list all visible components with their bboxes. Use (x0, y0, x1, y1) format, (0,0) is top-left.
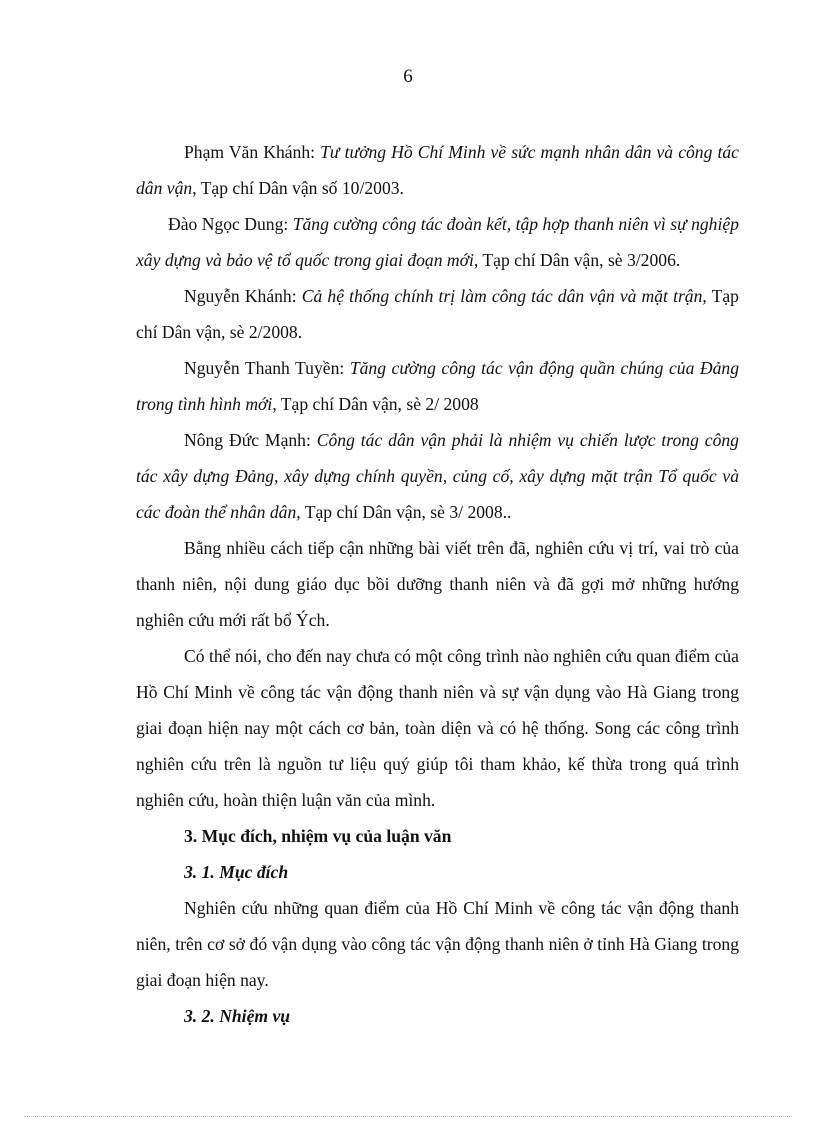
reference-title: Cả hệ thống chính trị làm công tác dân vận và mặt trận (301, 286, 703, 306)
reference-author: Nguyễn Khánh (184, 286, 292, 306)
reference-item: Phạm Văn Khánh: Tư tưởng Hồ Chí Minh về sức mạnh nhân dân và công tác dân vận, Tạp chí Dân vận số 10/2003. (136, 142, 739, 198)
page-bottom-rule (24, 1116, 792, 1117)
subsection-heading: 3. 2. Nhiệm vụ (184, 1006, 291, 1026)
reference-item: Nguyễn Thanh Tuyền: Tăng cường công tác vận động quần chúng của Đảng trong tình hình mới, Tạp chí Dân vận, sè 2/ 2008 (136, 358, 740, 414)
page-body (136, 134, 739, 1034)
reference-author: Nguyễn Thanh Tuyền (184, 358, 340, 378)
reference-item: Nguyễn Khánh: Cả hệ thống chính trị làm công tác dân vận và mặt trận, Tạp chí Dân vận, sè 2/2008. (136, 286, 739, 342)
reference-author: Nông Đức Mạnh (184, 430, 306, 450)
reference-title: Tư tưởng Hồ Chí Minh về sức mạnh nhân dân và công tác dân vận (136, 142, 739, 198)
reference-title: Công tác dân vận phải là nhiệm vụ chiến lược trong công tác xây dựng Đảng, xây dựng chính quyền, củng cố, xây dựng mặt trận Tổ quốc và các đoàn thể nhân dân, (136, 430, 739, 522)
body-paragraph: Bằng nhiều cách tiếp cận những bài viết trên đã, nghiên cứu vị trí, vai trò của thanh niên, nội dung giáo dục bồi dưỡng thanh niên và đã gợi mở những hướng nghiên cứu mới rất bổ Ých. (136, 538, 739, 630)
reference-source: , Tạp chí Dân vận, sè 2/ 2008 (272, 394, 479, 414)
reference-source: , Tạp chí Dân vận, sè 3/2006. (473, 250, 681, 270)
reference-source: Tạp chí Dân vận, sè 3/ 2008.. (300, 502, 512, 522)
reference-title: Tăng cường công tác đoàn kết, tập hợp thanh niên vì sự nghiệp xây dựng và bảo vệ tổ quốc trong giai đoạn mới (136, 214, 739, 270)
reference-author: Đào Ngọc Dung (168, 214, 284, 234)
body-paragraph: Nghiên cứu những quan điểm của Hồ Chí Minh về công tác vận động thanh niên, trên cơ sở đó vận dụng vào công tác vận động thanh niên ở tỉnh Hà Giang trong giai đoạn hiện nay. (136, 898, 739, 990)
reference-author: Phạm Văn Khánh (184, 142, 311, 162)
body-paragraph: Có thể nói, cho đến nay chưa có một công trình nào nghiên cứu quan điểm của Hồ Chí Minh về công tác vận động thanh niên và sự vận dụng vào Hà Giang trong giai đoạn hiện nay một cách cơ bản, toàn diện và có hệ thống. Song các công trình nghiên cứu trên là nguồn tư liệu quý giúp tôi tham khảo, kế thừa trong quá trình nghiên cứu, hoàn thiện luận văn của mình. (136, 646, 739, 810)
page-number: 6 (403, 66, 413, 87)
reference-source: , Tạp chí Dân vận số 10/2003. (192, 178, 404, 198)
reference-source: , Tạp chí Dân vận, sè 2/2008. (136, 286, 739, 342)
section-heading: 3. Mục đích, nhiệm vụ của luận văn (184, 826, 452, 846)
reference-item: Nông Đức Mạnh: Công tác dân vận phải là nhiệm vụ chiến lược trong công tác xây dựng Đảng, xây dựng chính quyền, củng cố, xây dựng mặt trận Tổ quốc và các đoàn thể nhân dân, Tạp chí Dân vận, sè 3/ 2008.. (136, 430, 739, 522)
reference-title: Tăng cường công tác vận động quần chúng của Đảng trong tình hình mới (136, 358, 740, 414)
subsection-heading: 3. 1. Mục đích (184, 862, 289, 882)
reference-item: Đào Ngọc Dung: Tăng cường công tác đoàn kết, tập hợp thanh niên vì sự nghiệp xây dựng và bảo vệ tổ quốc trong giai đoạn mới, Tạp chí Dân vận, sè 3/2006. (136, 214, 739, 270)
